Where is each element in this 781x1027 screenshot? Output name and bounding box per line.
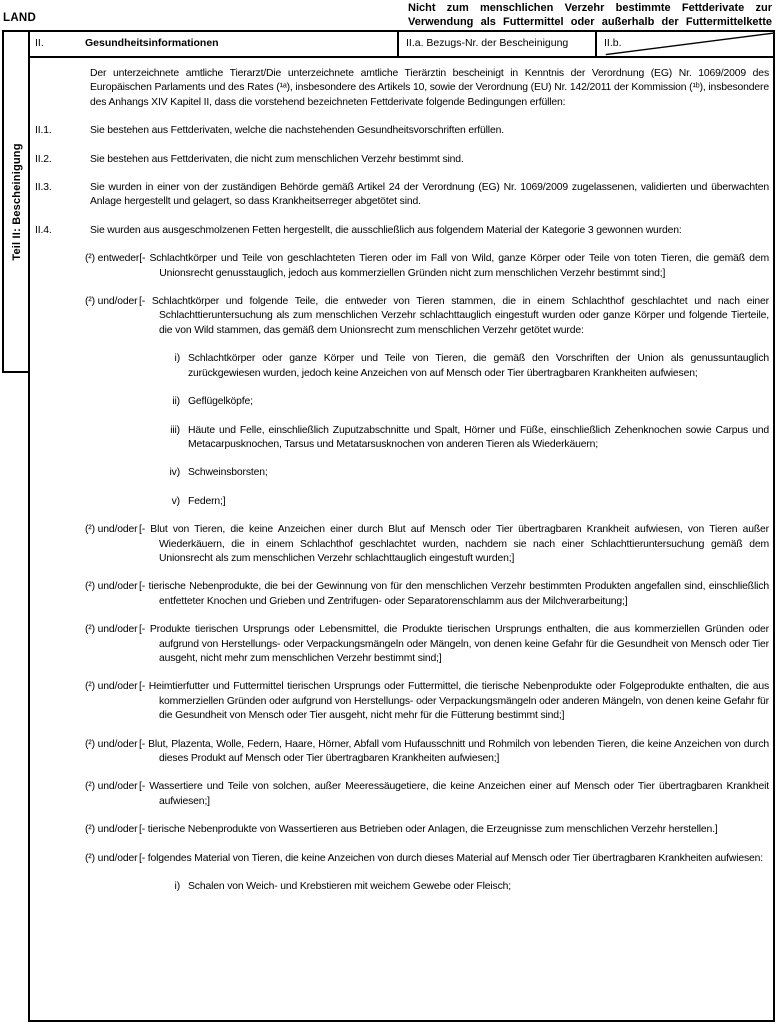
- option-text: [- Schlachtkörper und Teile von geschlachteten Tieren oder im Fall von Wild, ganze Körper oder Teile von toten Tieren, die gemäß dem Unionsrecht genusstauglich, jedoch aus kommerziellen Gründen nicht zum menschlichen Verzehr bestimmt sind;]: [139, 253, 769, 279]
- clause-number: II.4.: [35, 224, 52, 236]
- roman-numeral: v): [171, 495, 180, 507]
- clause-text: Sie wurden aus ausgeschmolzenen Fetten hergestellt, die ausschließlich aus folgendem Material der Kategorie 3 gewonnen wurden:: [90, 224, 682, 236]
- option-row-undoder: [35, 680, 769, 723]
- roman-numeral: iv): [169, 467, 180, 479]
- roman-item-text: Federn;]: [188, 495, 226, 507]
- indent-spacer: [35, 680, 85, 723]
- option-marker: (²) und/oder: [85, 852, 138, 864]
- option-text: [- folgendes Material von Tieren, die keine Anzeichen von durch dieses Material auf Mensch oder Tier übertragbaren Krankheiten aufwiesen:: [139, 852, 764, 864]
- iib-label: II.b.: [604, 37, 622, 49]
- roman-item-v: [35, 495, 769, 509]
- option-text: [- Schlachtkörper und folgende Teile, die entweder von Tieren stammen, die in einem Schlachthof geschlachtet und nach einer Schlachttieruntersuchung als zum menschlichen Verzehr schlachttauglich eingestuft wurden oder ganze Körper und folgende Tierteile, die von Wild stammen, das gemäß dem Unionsrecht zum menschlichen Verzehr getötet wurde:: [139, 296, 769, 336]
- option-marker: (²) und/oder: [85, 681, 138, 693]
- indent-spacer: [35, 580, 85, 609]
- option-row-entweder: [35, 252, 769, 281]
- certificate-body: [30, 58, 773, 894]
- roman-numeral: iii): [170, 424, 180, 436]
- part-ii-label-box: [2, 30, 29, 373]
- clause-number: II.2.: [35, 153, 52, 165]
- iib-cell: [595, 32, 773, 56]
- roman-numeral: ii): [172, 396, 180, 408]
- clause-ii1: [35, 124, 769, 138]
- indent-spacer: [35, 852, 85, 866]
- document-title-line2: Verwendung als Futtermittel oder außerhalb der Futtermittelkette: [408, 15, 772, 28]
- clause-ii3: [35, 181, 769, 210]
- option-row-undoder: [35, 823, 769, 837]
- roman-item-i-schalen: [35, 880, 769, 894]
- reference-number-cell: II.a. Bezugs-Nr. der Bescheinigung: [397, 32, 595, 56]
- clause-text: Der unterzeichnete amtliche Tierarzt/Die unterzeichnete amtliche Tierärztin bescheinigt in Kenntnis der Verordnung (EG) Nr. 1069/2009 des Europäischen Parlaments und des Rates (¹ᵃ), insbesondere des Artikels 10, sowie der Verordnung (EU) Nr. 142/2011 der Kommission (¹ᵇ), insbesondere des Anhangs XIV Kapitel II, dass die vorstehend bezeichneten Fettderivate folgende Bedingungen erfüllen:: [90, 68, 769, 108]
- indent-spacer: [35, 523, 85, 566]
- roman-item-text: Schlachtkörper oder ganze Körper und Teile von Tieren, die gemäß den Vorschriften der Union als genussuntauglich zurückgewiesen wurden, jedoch keine Anzeichen von auf Mensch oder Tier übertragbaren Krankheiten aufwiesen;: [188, 353, 769, 379]
- option-row-undoder: [35, 780, 769, 809]
- roman-numeral: i): [174, 881, 180, 893]
- option-marker: (²) entweder: [85, 253, 140, 265]
- indent-spacer: [35, 295, 85, 338]
- roman-item-i: [35, 352, 769, 381]
- roman-numeral: i): [174, 353, 180, 365]
- option-marker: (²) und/oder: [85, 524, 138, 536]
- option-text: [- Produkte tierischen Ursprungs oder Lebensmittel, die Produkte tierischen Ursprungs enthalten, die aus kommerziellen Gründen oder aufgrund von Herstellungs- oder Verpackungsmängeln oder Mängeln, von denen keine Gefahr für die Gesundheit von Mensch oder Tier ausgeht, nicht mehr zum menschlichen Verzehr bestimmt sind;]: [139, 624, 769, 664]
- option-row-undoder: [35, 295, 769, 338]
- clause-ii2: [35, 153, 769, 167]
- diagonal-strikethrough-line: [597, 32, 773, 56]
- indent-spacer: [35, 823, 85, 837]
- indent-spacer: [35, 623, 85, 666]
- clause-ii4: [35, 224, 769, 238]
- indent-spacer: [35, 780, 85, 809]
- clause-text: Sie wurden in einer von der zuständigen Behörde gemäß Artikel 24 der Verordnung (EG) Nr. 1069/2009 zugelassenen, validierten und überwachten Anlage hergestellt und gelagert, so dass Krankheitserreger abgetötet sind.: [90, 182, 769, 208]
- roman-item-text: Häute und Felle, einschließlich Zuputzabschnitte und Spalt, Hörner und Füße, einschließlich Zehenknochen sowie Carpus und Metacarpusknochen, Tarsus und Metatarsusknochen von anderen Tieren als Wiederkäuern;: [188, 424, 769, 450]
- country-label: LAND: [3, 12, 37, 24]
- roman-item-iii: [35, 424, 769, 453]
- option-text: [- Blut, Plazenta, Wolle, Federn, Haare, Hörner, Abfall vom Hufausschnitt und Rohmilch von lebenden Tieren, die keine Anzeichen von durch dieses Produkt auf Mensch oder Tier übertragbaren Krankheiten aufwiesen;]: [139, 738, 769, 764]
- roman-item-ii: [35, 395, 769, 409]
- option-row-undoder: [35, 852, 769, 866]
- option-marker: (²) und/oder: [85, 581, 138, 593]
- part-ii-label: Teil II: Bescheinigung: [10, 142, 23, 261]
- option-marker: (²) und/oder: [85, 624, 138, 636]
- roman-item-text: Schalen von Weich- und Krebstieren mit weichem Gewebe oder Fleisch;: [188, 881, 511, 893]
- section-title: Gesundheitsinformationen: [85, 37, 219, 49]
- clause-number: II.3.: [35, 182, 52, 194]
- option-marker: (²) und/oder: [85, 824, 138, 836]
- option-marker: (²) und/oder: [85, 296, 138, 308]
- roman-item-iv: [35, 466, 769, 480]
- option-text: [- tierische Nebenprodukte von Wassertieren aus Betrieben oder Anlagen, die Erzeugnisse zum menschlichen Verzehr herstellen.]: [139, 824, 718, 836]
- intro-paragraph: [35, 67, 769, 110]
- document-title: [408, 2, 772, 29]
- option-row-undoder: [35, 738, 769, 767]
- option-row-undoder: [35, 523, 769, 566]
- option-row-undoder: [35, 580, 769, 609]
- table-header-row: [30, 32, 773, 58]
- option-marker: (²) und/oder: [85, 781, 138, 793]
- option-text: [- Blut von Tieren, die keine Anzeichen einer durch Blut auf Mensch oder Tier übertragbaren Krankheit aufwiesen, von Tieren außer Wiederkäuern, die in einem Schlachthof geschlachtet wurden, nachdem sie nach einer Schlachttieruntersuchung gemäß dem Unionsrecht als zum menschlichen Verzehr schlachttauglich eingestuft wurden;]: [139, 524, 769, 564]
- clause-text: Sie bestehen aus Fettderivaten, die nicht zum menschlichen Verzehr bestimmt sind.: [90, 153, 464, 165]
- clause-number: [35, 67, 90, 110]
- indent-spacer: [35, 252, 85, 281]
- health-info-cell: [30, 32, 397, 56]
- clause-text: Sie bestehen aus Fettderivaten, welche die nachstehenden Gesundheitsvorschriften erfüllen.: [90, 125, 504, 137]
- roman-item-text: Geflügelköpfe;: [188, 396, 253, 408]
- option-row-undoder: [35, 623, 769, 666]
- option-text: [- tierische Nebenprodukte, die bei der Gewinnung von für den menschlichen Verzehr bestimmten Produkten angefallen sind, einschließlich entfetteter Knochen und Grieben und Zentrifugen- oder Separatorenschlamm aus der Milchverarbeitung;]: [139, 581, 769, 607]
- clause-number: II.1.: [35, 125, 52, 137]
- document-title-line1: Nicht zum menschlichen Verzehr bestimmte Fettderivate zur: [408, 2, 772, 14]
- indent-spacer: [35, 738, 85, 767]
- option-marker: (²) und/oder: [85, 738, 138, 750]
- section-number: II.: [35, 37, 44, 49]
- certificate-table: [28, 30, 775, 1022]
- option-text: [- Wassertiere und Teile von solchen, außer Meeressäugetiere, die keine Anzeichen einer auf Mensch oder Tier übertragbaren Krankheit aufwiesen;]: [139, 781, 769, 807]
- option-text: [- Heimtierfutter und Futtermittel tierischen Ursprungs oder Futtermittel, die tierische Nebenprodukte oder Folgeprodukte enthalten, die aus kommerziellen Gründen oder aufgrund von Herstellungs- oder Verpackungsmängeln oder anderen Mängeln, von denen keine Gefahr für die Gesundheit von Mensch oder Tier ausgeht, nicht mehr für die Fütterung bestimmt sind;]: [139, 681, 769, 722]
- roman-item-text: Schweinsborsten;: [188, 467, 268, 479]
